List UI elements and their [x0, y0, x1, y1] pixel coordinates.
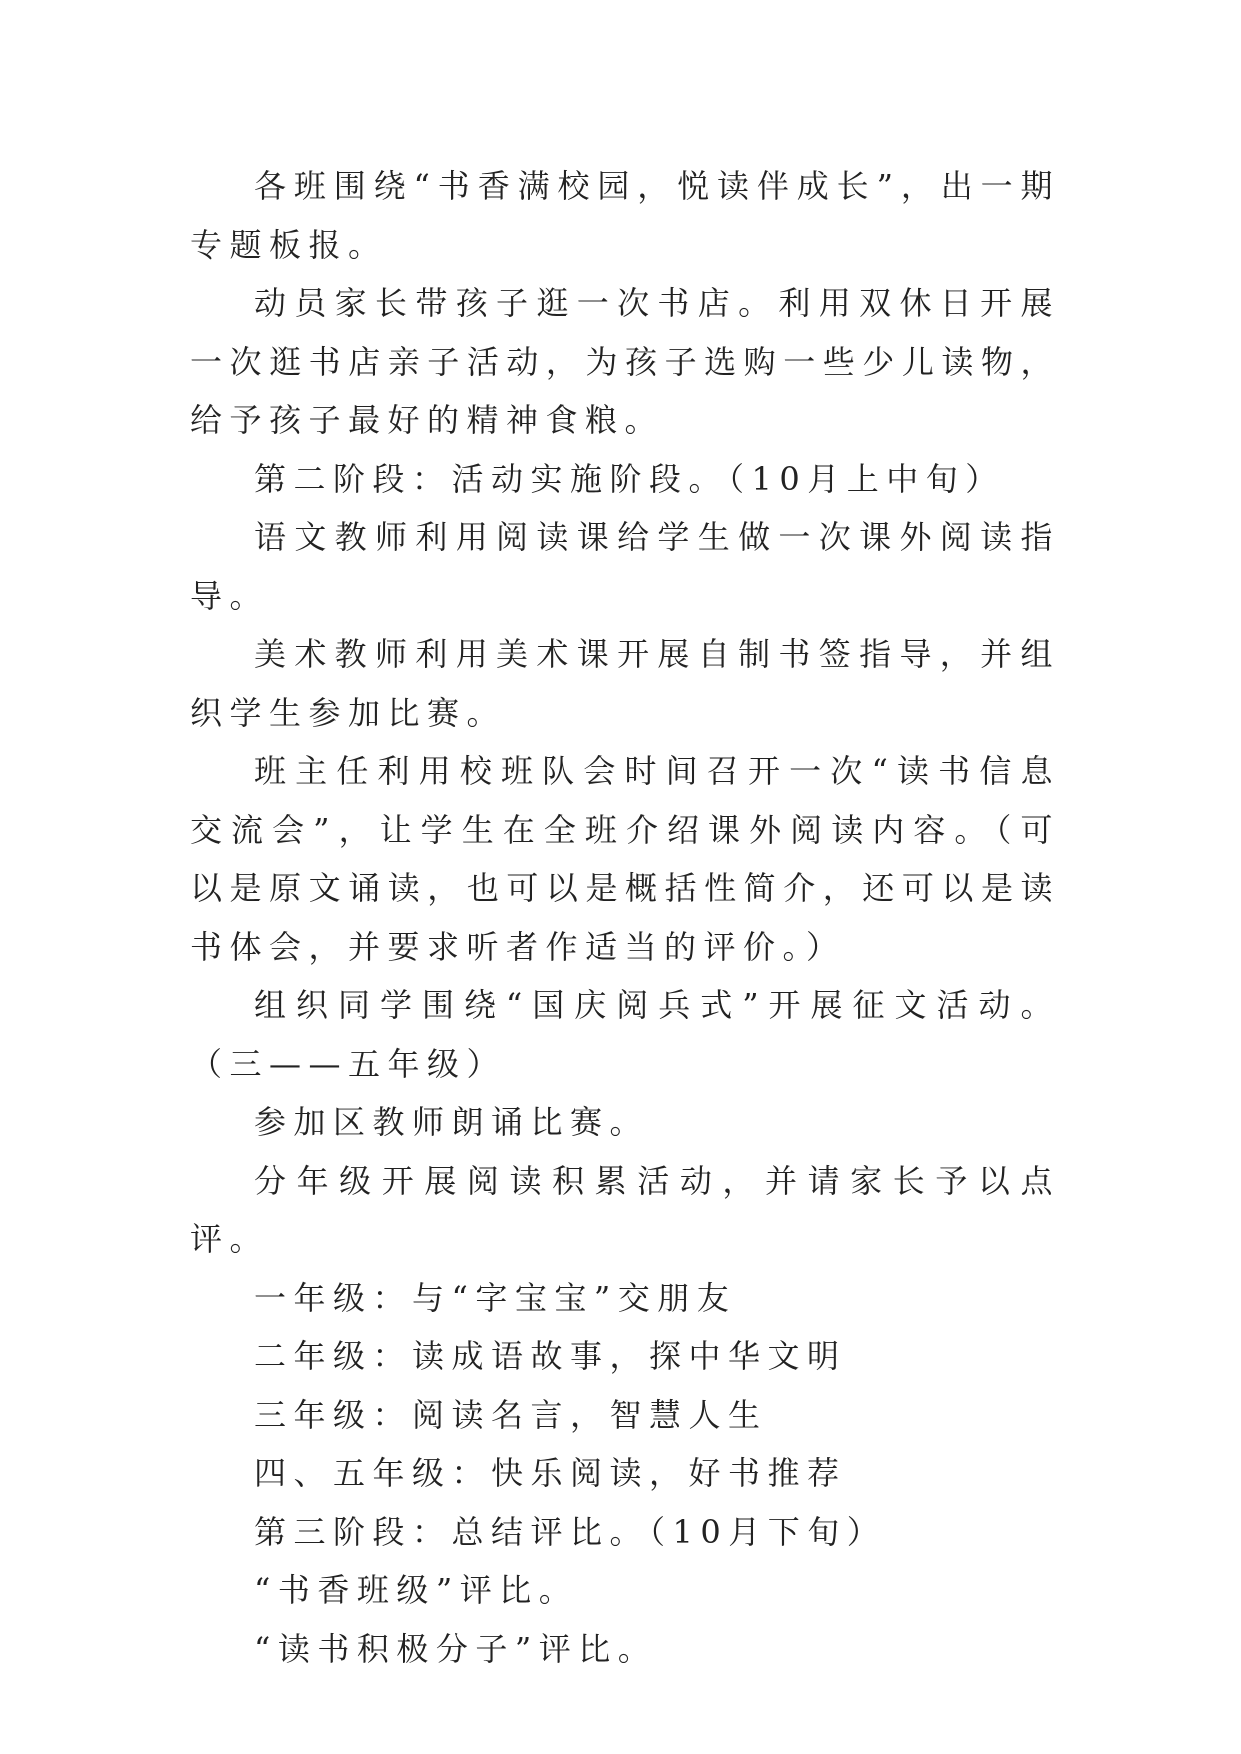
- paragraph-bookstore: 动员家长带孩子逛一次书店。利用双休日开展一次逛书店亲子活动，为孩子选购一些少儿读物，给予孩子最好的精神食粮。: [190, 284, 1060, 439]
- paragraph-stage-two-heading: 第二阶段：活动实施阶段。（10月上中旬）: [254, 459, 1005, 498]
- paragraph-reading-activist: “读书积极分子”评比。: [254, 1629, 658, 1668]
- paragraph-grade-two: 二年级：读成语故事，探中华文明: [254, 1337, 847, 1375]
- paragraph-essay-activity: 组织同学围绕“国庆阅兵式”开展征文活动。（三——五年级）: [190, 986, 1060, 1083]
- paragraph-teacher-recital: 参加区教师朗诵比赛。: [254, 1103, 650, 1141]
- paragraph-grade-three: 三年级：阅读名言，智慧人生: [254, 1395, 768, 1434]
- paragraph-scholarly-class: “书香班级”评比。: [254, 1571, 579, 1609]
- paragraph-chinese-teacher: 语文教师利用阅读课给学生做一次课外阅读指导。: [190, 518, 1060, 615]
- document-body: [190, 157, 1060, 1678]
- paragraph-grade-activities: 分年级开展阅读积累活动，并请家长予以点评。: [190, 1161, 1060, 1258]
- paragraph-stage-three-heading: 第三阶段：总结评比。（10月下旬）: [254, 1512, 887, 1551]
- paragraph-grade-four-five: 四、五年级：快乐阅读，好书推荐: [254, 1454, 847, 1492]
- paragraph-class-meeting: 班主任利用校班队会时间召开一次“读书信息交流会”，让学生在全班介绍课外阅读内容。（可以是原文诵读，也可以是概括性简介，还可以是读书体会，并要求听者作适当的评价。）: [190, 752, 1060, 966]
- paragraph-grade-one: 一年级：与“字宝宝”交朋友: [254, 1278, 737, 1317]
- paragraph-blackboard: 各班围绕“书香满校园，悦读伴成长”，出一期专题板报。: [190, 167, 1060, 264]
- paragraph-art-teacher: 美术教师利用美术课开展自制书签指导，并组织学生参加比赛。: [190, 635, 1060, 732]
